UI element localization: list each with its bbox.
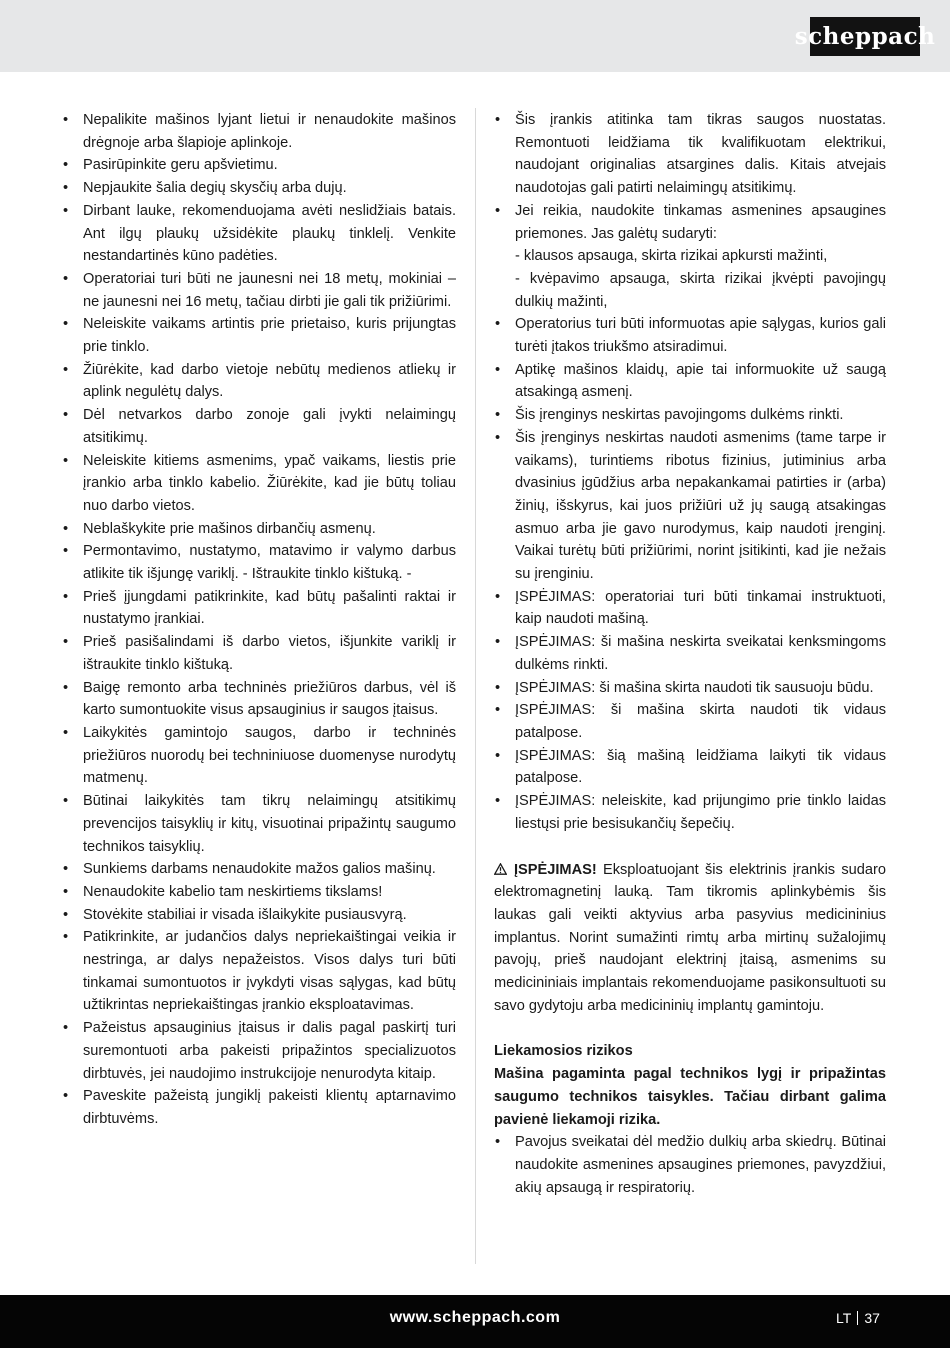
left-column <box>62 109 456 1131</box>
list-item: • Aptikę mašinos klaidų, apie tai informuokite už saugą atsakingą asmenį. <box>494 359 886 404</box>
page-indicator <box>836 1310 880 1326</box>
scheppach-logo: scheppach <box>810 17 920 56</box>
section-title: Liekamosios rizikos <box>494 1043 633 1060</box>
page-number: 37 <box>864 1310 880 1326</box>
safety-list <box>62 109 456 1131</box>
list-item: • Būtinai laikykitės tam tikrų nelaimingų atsitikimų prevencijos taisyklių ir kitų, visuotinai pripažintų saugumo technikos taisyklių. <box>62 790 456 858</box>
footer-website-link[interactable]: www.scheppach.com <box>389 1309 561 1326</box>
list-item: • Pasirūpinkite geru apšvietimu. <box>62 154 456 177</box>
list-item: • Dirbant lauke, rekomenduojama avėti neslidžiais batais. Ant ilgų plaukų užsidėkite plaukų tinklelį. Venkite nestandartinės kūno padėties. <box>62 200 456 268</box>
list-item: • Patikrinkite, ar judančios dalys nepriekaištingai veikia ir nestringa, ar dalys nepažeistos. Visos dalys turi būti tinkamai sumontuotos ir įvykdyti visas sąlygas, kad būtų užtikrintas nepriekaištingas įrankio eksploatavimas. <box>62 926 456 1017</box>
list-item: • Nepjaukite šalia degių skysčių arba dujų. <box>62 177 456 200</box>
list-item: • Prieš įjungdami patikrinkite, kad būtų pašalinti raktai ir nustatymo įrankiai. <box>62 586 456 631</box>
list-item: • Pavojus sveikatai dėl medžio dulkių arba skiedrų. Būtinai naudokite asmenines apsaugines priemones, pavyzdžiui, akių apsaugą ir respiratorių. <box>494 1131 886 1199</box>
list-item: • ĮSPĖJIMAS: ši mašina skirta naudoti tik sausuoju būdu. <box>494 677 886 700</box>
list-item: • Sunkiems darbams nenaudokite mažos galios mašinų. <box>62 858 456 881</box>
list-item: • Šis įrenginys neskirtas pavojingoms dulkėms rinkti. <box>494 404 886 427</box>
list-item: • Neleiskite kitiems asmenims, ypač vaikams, liestis prie įrankio arba tinklo kabelio. Žiūrėkite, kad jie būtų toliau nuo darbo vietos. <box>62 450 456 518</box>
list-item: • ĮSPĖJIMAS: neleiskite, kad prijungimo prie tinklo laidas liestųsi prie besisukančių šepečių. <box>494 790 886 835</box>
right-column <box>494 109 886 1199</box>
list-item: • Šis įrankis atitinka tam tikras saugos nuostatas. Remontuoti leidžiama tik kvalifikuotam elektrikui, naudojant originalias atsargines dalis. Kitais atvejais naudotojas gali patirti nelaimingų atsitikimų. <box>494 109 886 200</box>
list-item: • Žiūrėkite, kad darbo vietoje nebūtų medienos atliekų ir aplink negulėtų dalys. <box>62 359 456 404</box>
residual-risks-list <box>494 1131 886 1199</box>
list-item: • Operatoriai turi būti ne jaunesni nei 18 metų, mokiniai – ne jaunesni nei 16 metų, tačiau dirbti jie gali tik prižiūrimi. <box>62 268 456 313</box>
column-divider <box>475 108 476 1264</box>
list-item: • ĮSPĖJIMAS: šią mašiną leidžiama laikyti tik vidaus patalpose. <box>494 745 886 790</box>
language-code: LT <box>836 1310 852 1326</box>
list-item: • Neleiskite vaikams artintis prie prietaiso, kuris prijungtas prie tinklo. <box>62 313 456 358</box>
sub-item-hearing-protection: - klausos apsauga, skirta rizikai apkursti mažinti, <box>515 248 828 265</box>
list-item: • Nepalikite mašinos lyjant lietui ir nenaudokite mašinos drėgnoje arba šlapioje aplinkoje. <box>62 109 456 154</box>
list-item: • Pažeistus apsauginius įtaisus ir dalis pagal paskirtį turi suremontuoti arba pakeisti pripažintos specializuotos dirbtuvės, jei naudojimo instrukcijoje nenurodyta kitaip. <box>62 1017 456 1085</box>
list-item: • Stovėkite stabiliai ir visada išlaikykite pusiausvyrą. <box>62 904 456 927</box>
warning-triangle-icon <box>494 858 508 881</box>
safety-list-continued <box>494 109 886 836</box>
warning-label: ĮSPĖJIMAS! <box>514 861 597 878</box>
sub-item-respiratory-protection: - kvėpavimo apsauga, skirta rizikai įkvėpti pavojingų dulkių mažinti, <box>515 270 886 310</box>
list-item: • Šis įrenginys neskirtas naudoti asmenims (tame tarpe ir vaikams), turintiems ribotus fizinius, jutiminius arba dvasinius įgūdžius arba nepakankamai patirties ir (arba) žinių, išskyrus, kai juos prižiūri už jų saugą atsakingas asmuo arba jie gavo nurodymus, kaip naudoti įrenginį. Vaikai turėtų būti prižiūrimi, norint įsitikinti, kad jie nežais su įrenginiu. <box>494 427 886 586</box>
list-item: • Permontavimo, nustatymo, matavimo ir valymo darbus atlikite tik išjungę variklį. - Ištraukite tinklo kištuką. - <box>62 540 456 585</box>
list-item: • Neblaškykite prie mašinos dirbančių asmenų. <box>62 518 456 541</box>
page-separator <box>857 1311 858 1325</box>
warning-text: Eksploatuojant šis elektrinis įrankis sudaro elektromagnetinį lauką. Tam tikromis aplinkybėmis šis laukas gali veikti aktyvius arba pasyvius medicininius implantus. Norint sumažinti rimtų arba mirtinų sužalojimų pavojų, prieš naudojant elektrinį įtaisą, asmenims su medicininiais implantais rekomenduojame pasikonsultuoti su savo gydytoju arba medicininių implantų gamintoju. <box>494 861 886 1014</box>
list-item-ppe <box>494 200 886 314</box>
section-lead: Mašina pagaminta pagal technikos lygį ir pripažintas saugumo technikos taisykles. Tačiau dirbant galima pavienė liekamoji rizika. <box>494 1066 886 1128</box>
list-item: • Paveskite pažeistą jungiklį pakeisti klientų aptarnavimo dirbtuvėms. <box>62 1085 456 1130</box>
emf-warning <box>494 858 886 1018</box>
list-item: • Laikykitės gamintojo saugos, darbo ir techninės priežiūros nuorodų bei techniniuose duomenyse nurodytų matmenų. <box>62 722 456 790</box>
residual-risks-section <box>494 1040 886 1199</box>
list-item: • Prieš pasišalindami iš darbo vietos, išjunkite variklį ir ištraukite tinklo kištuką. <box>62 631 456 676</box>
list-item: • Nenaudokite kabelio tam neskirtiems tikslams! <box>62 881 456 904</box>
list-item: • ĮSPĖJIMAS: ši mašina skirta naudoti tik vidaus patalpose. <box>494 699 886 744</box>
ppe-intro: Jei reikia, naudokite tinkamas asmenines apsaugines priemones. Jas galėtų sudaryti: <box>515 202 886 242</box>
list-item: • Baigę remonto arba techninės priežiūros darbus, vėl iš karto sumontuokite visus apsauginius ir saugos įtaisus. <box>62 677 456 722</box>
list-item: • Operatorius turi būti informuotas apie sąlygas, kurios gali turėti įtakos triukšmo atsiradimui. <box>494 313 886 358</box>
list-item: • Dėl netvarkos darbo zonoje gali įvykti nelaimingų atsitikimų. <box>62 404 456 449</box>
list-item: • ĮSPĖJIMAS: ši mašina neskirta sveikatai kenksmingoms dulkėms rinkti. <box>494 631 886 676</box>
list-item: • ĮSPĖJIMAS: operatoriai turi būti tinkamai instruktuoti, kaip naudoti mašiną. <box>494 586 886 631</box>
